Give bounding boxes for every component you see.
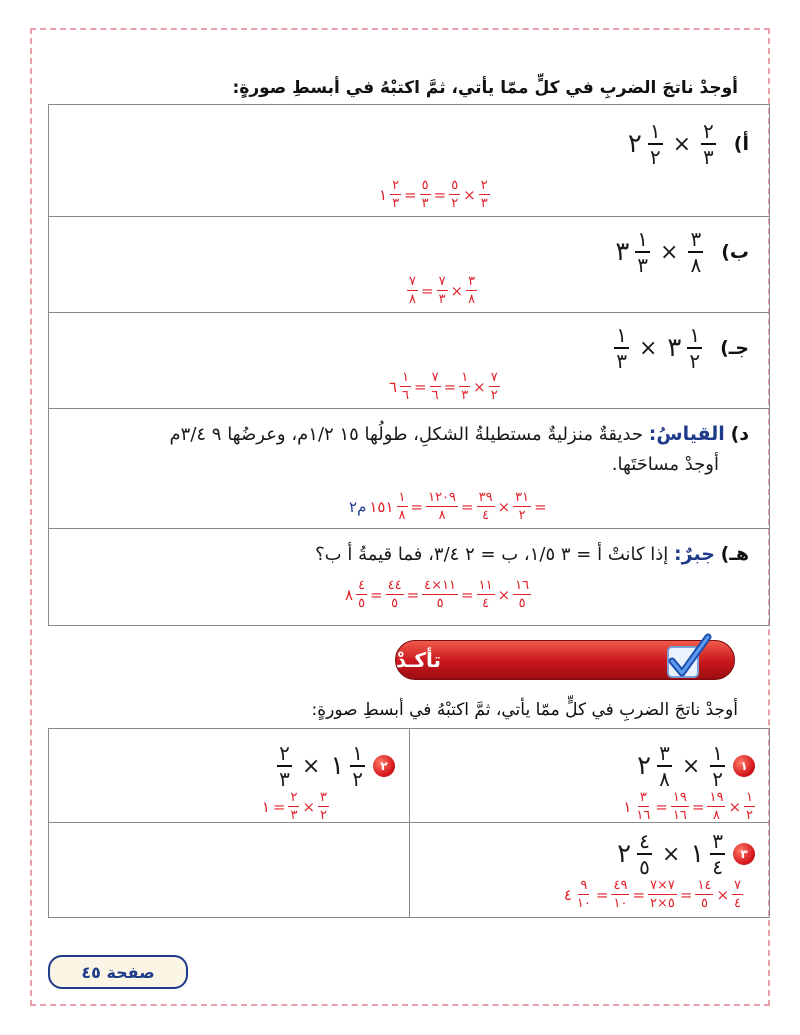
exercise-c-expression: $\frac{١}{٢}$ ٣ × $\frac{١}{٣}$ — [616, 323, 701, 373]
exercise-b — [49, 217, 769, 313]
exercise-d-title: القياسُ: — [648, 423, 725, 445]
area-unit: م٢ — [349, 497, 367, 516]
exercise-c-label: جـ) — [720, 337, 749, 359]
exercise-e-title: جبرٌ: — [674, 543, 715, 565]
exercise-b-answer: $\frac{٣}{٨}$ × $\frac{٧}{٣}$ = $\frac{٧}{٨}$ — [409, 274, 476, 307]
exercise-d-text-2: أوجدْ مساحَتَها. — [611, 454, 719, 475]
check-grid — [48, 728, 770, 918]
instruction-top: أوجدْ ناتجَ الضربِ في كلٍّ ممّا يأتي، ثمَّ اكتبْهُ في أبسطِ صورةٍ: — [232, 78, 738, 98]
exercise-a — [49, 105, 769, 217]
exercise-e — [49, 529, 769, 625]
exercise-e-answer: $\frac{١٦}{٥}$ × $\frac{١١}{٤}$ = $\frac{١١\times ٤}{٥}$ = $\frac{٤٤}{٥}$ = $\frac{٤}{٥}$ ٨ — [345, 578, 530, 611]
exercise-a-answer: $\frac{٢}{٣}$ × $\frac{٥}{٢}$ = $\frac{٥}{٣}$ = $\frac{٢}{٣}$ ١ — [379, 178, 488, 211]
checkmark-icon — [660, 631, 714, 685]
number-badge-1: ١ — [733, 755, 755, 777]
check-q3-answer: $\frac{٧}{٤}$ × $\frac{١٤}{٥}$ = $\frac{٧\times ٧}{٥\times ٢}$ = $\frac{٤٩}{١٠}$ = $\frac{٩}{١٠}$ ٤ — [563, 878, 741, 911]
check-q1: ١ $\frac{١}{٢}$ × $\frac{٣}{٨}$ ٢ $\frac{١}{٢}$ × $\frac{١٩}{٨}$ = $\frac{١٩}{١٦}$ = $\frac{٣}{١٦}$ ١ — [409, 729, 769, 823]
check-q2: ٢ $\frac{١}{٢}$ ١ × $\frac{٢}{٣}$ $\frac{٣}{٢}$ × $\frac{٢}{٣}$ = ١ — [49, 729, 409, 823]
exercise-d-answer: = $\frac{٣١}{٢}$ × $\frac{٣٩}{٤}$ = $\frac{١٢٠٩}{٨}$ = $\frac{١}{٨}$ ١٥١ م٢ — [349, 490, 547, 523]
exercise-c — [49, 313, 769, 409]
exercise-a-label: أ) — [733, 133, 749, 155]
exercise-d — [49, 409, 769, 529]
exercise-d-label: د) — [730, 423, 749, 445]
exercise-d-text: حديقةٌ منزليةٌ مستطيلةُ الشكلِ، طولُها ١٥ ١/٢م، وعرضُها ٩ ٣/٤م — [169, 424, 644, 445]
exercises-table — [48, 104, 770, 626]
page-number-badge: صفحة ٤٥ — [48, 955, 188, 989]
number-badge-2: ٢ — [373, 755, 395, 777]
number-badge-3: ٣ — [733, 843, 755, 865]
exercise-e-text: إذا كانتْ أ = ٣ ١/٥، ب = ٢ ٣/٤، فما قيمةُ أ ب؟ — [315, 544, 669, 565]
check-banner-title: تأكـدْ — [396, 648, 442, 672]
check-q2-answer: $\frac{٣}{٢}$ × $\frac{٢}{٣}$ = ١ — [261, 790, 327, 823]
check-q3: ٣ $\frac{٣}{٤}$ ١ × $\frac{٤}{٥}$ ٢ $\frac{٧}{٤}$ × $\frac{١٤}{٥}$ = $\frac{٧\times ٧}{٥\times ٢}$ = $\frac{٤٩}{١٠}$ = $\frac{٩}{١٠}$ ٤ — [409, 823, 769, 917]
empty-cell — [49, 823, 409, 917]
exercise-c-answer: $\frac{٧}{٢}$ × $\frac{١}{٣}$ = $\frac{٧}{٦}$ = $\frac{١}{٦}$ ٦ — [389, 370, 498, 403]
check-q1-answer: $\frac{١}{٢}$ × $\frac{١٩}{٨}$ = $\frac{١٩}{١٦}$ = $\frac{٣}{١٦}$ ١ — [623, 790, 753, 823]
exercise-a-expression: $\frac{٢}{٣}$ × $\frac{١}{٢}$ ٢ — [627, 119, 714, 169]
instruction-mid: أوجدْ ناتجَ الضربِ في كلٍّ ممّا يأتي، ثمَّ اكتبْهُ في أبسطِ صورةٍ: — [311, 700, 738, 720]
check-banner — [395, 640, 735, 680]
exercise-e-label: هـ) — [720, 543, 749, 565]
exercise-b-label: ب) — [721, 241, 749, 263]
exercise-b-expression: $\frac{٣}{٨}$ × $\frac{١}{٣}$ ٣ — [615, 227, 702, 277]
